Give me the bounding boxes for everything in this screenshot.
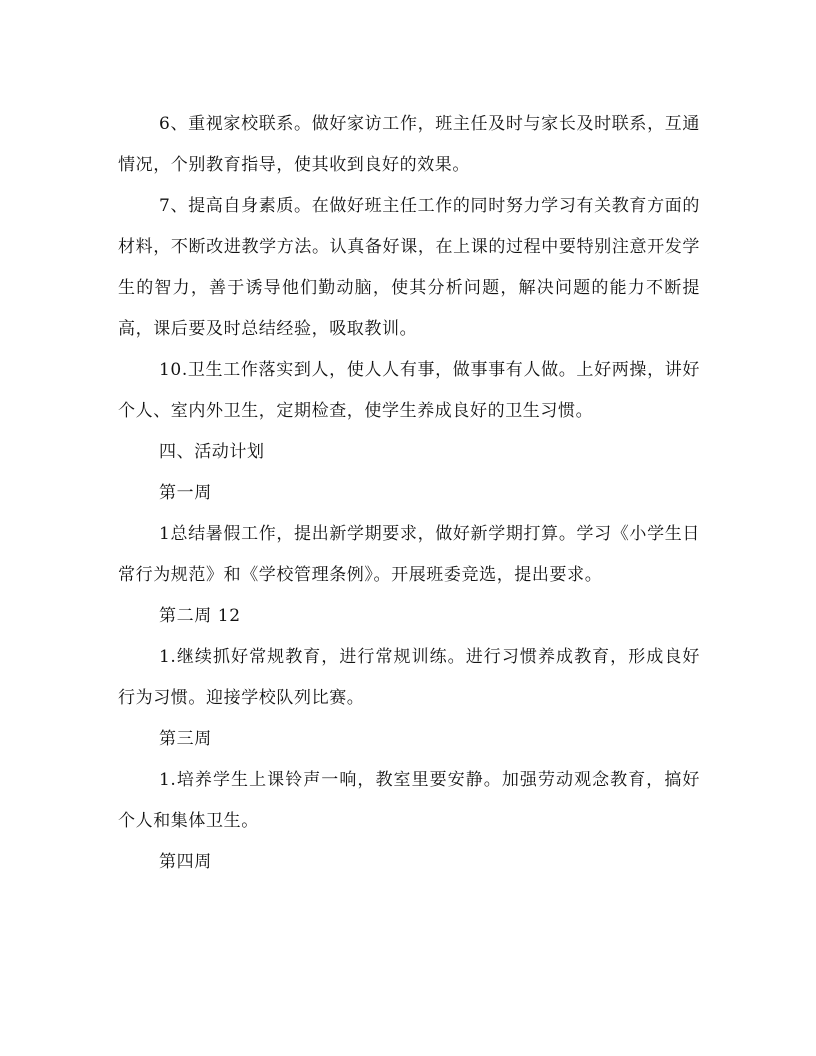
week-heading-4: 第四周 xyxy=(159,852,212,872)
week-heading-2: 第二周 12 xyxy=(159,606,241,626)
paragraph-hygiene-work: 10.卫生工作落实到人，使人人有事，做事事有人做。上好两操，讲好个人、室内外卫生，定期检查，使学生养成良好的卫生习惯。 xyxy=(118,360,700,421)
paragraph-week-3: 1.培养学生上课铃声一响，教室里要安静。加强劳动观念教育，搞好个人和集体卫生。 xyxy=(118,770,700,831)
week-heading-3: 第三周 xyxy=(159,729,212,749)
paragraph-week-2: 1.继续抓好常规教育，进行常规训练。进行习惯养成教育，形成良好行为习惯。迎接学校队列比赛。 xyxy=(118,647,700,708)
paragraph-week-1: 1总结暑假工作，提出新学期要求，做好新学期打算。学习《小学生日常行为规范》和《学校管理条例》。开展班委竞选，提出要求。 xyxy=(118,524,700,585)
paragraph-home-school-contact: 6、重视家校联系。做好家访工作，班主任及时与家长及时联系，互通情况，个别教育指导，使其收到良好的效果。 xyxy=(118,114,700,175)
week-heading-1: 第一周 xyxy=(159,483,212,503)
document-body xyxy=(118,104,700,883)
paragraph-self-improvement: 7、提高自身素质。在做好班主任工作的同时努力学习有关教育方面的材料，不断改进教学方法。认真备好课，在上课的过程中要特别注意开发学生的智力，善于诱导他们勤动脑，使其分析问题，解决问题的能力不断提高，课后要及时总结经验，吸取教训。 xyxy=(118,196,700,339)
section-heading-activity-plan: 四、活动计划 xyxy=(159,442,265,462)
